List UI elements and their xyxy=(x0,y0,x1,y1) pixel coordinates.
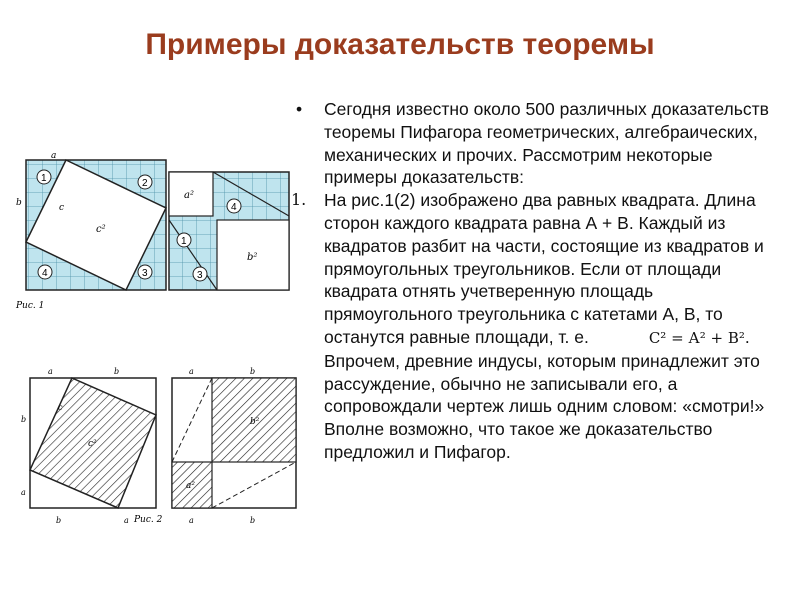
fig2-label-b2: b² xyxy=(250,417,260,427)
fig1-right-num-1: 1 xyxy=(181,236,187,247)
fig2-right-bottom-a: a xyxy=(189,516,194,525)
fig1-num-3: 3 xyxy=(142,268,148,279)
item-text-part2: . Впрочем, древние индусы, которым принадлежит это рассуждение, обычно не записывали его, а сопровождали чертеж лишь одним словом: «смотри!» Вполне возможно, что такое же доказательство предложил и Пифагор. xyxy=(324,326,765,462)
fig2-left-b: b xyxy=(21,415,27,424)
fig1-label-b2: b² xyxy=(247,252,258,263)
bullet-marker: • xyxy=(296,99,303,119)
text-block xyxy=(288,98,778,464)
fig1-right-num-4: 4 xyxy=(231,202,237,213)
fig1-num-1: 1 xyxy=(41,173,47,184)
slide-title: Примеры доказательств теоремы xyxy=(145,28,655,61)
figures-area xyxy=(14,150,304,530)
fig1-num-4: 4 xyxy=(42,268,48,279)
fig2-bottom-b: b xyxy=(56,516,62,525)
fig1-label-b: b xyxy=(16,198,22,208)
fig1-right-num-3: 3 xyxy=(197,270,203,281)
intro-paragraph xyxy=(288,98,778,189)
fig1-left-square xyxy=(16,151,166,290)
fig2-label-a: a xyxy=(48,367,53,376)
fig1-label-a2: a² xyxy=(184,190,194,201)
fig2-right-top-a: a xyxy=(189,367,194,376)
fig1-caption: Рис. 1 xyxy=(16,301,45,311)
fig2-right-bottom-b: b xyxy=(250,516,256,525)
fig2-label-b: b xyxy=(114,367,120,376)
fig1-num-2: 2 xyxy=(142,178,148,189)
intro-text: Сегодня известно около 500 различных доказательств теоремы Пифагора геометрических, алгебраических, механических и прочих. Рассмотрим некоторые примеры доказательств: xyxy=(324,99,769,188)
item-formula: С² = А² + В² xyxy=(648,328,745,347)
fig1-right-square xyxy=(169,172,289,290)
fig2-label-c2: c² xyxy=(88,439,97,449)
fig1-label-c: c xyxy=(59,203,65,213)
item-number: 1. xyxy=(291,190,307,210)
figures-svg xyxy=(14,150,304,530)
fig2-right-square xyxy=(172,367,296,525)
item-paragraph xyxy=(288,189,778,464)
fig2-right-top-b: b xyxy=(250,367,256,376)
fig1-label-a: a xyxy=(51,151,57,161)
fig2-bottom-a: a xyxy=(124,516,129,525)
fig1-label-c2: c² xyxy=(96,224,106,235)
fig2-label-c: c xyxy=(58,403,63,412)
fig2-caption: Рис. 2 xyxy=(134,515,163,525)
fig2-left-a: a xyxy=(21,488,26,497)
fig2-label-a2: a² xyxy=(186,481,195,491)
item-text-part1: На рис.1(2) изображено два равных квадрата. Длина сторон каждого квадрата равна А + В. Каждый из квадратов разбит на части, состоящие из квадратов и прямоугольных треугольников. Если от площади квадрата отнять учетверенную площадь прямоугольного треугольника с катетами А, В, то останутся равные площади, т. е. xyxy=(324,190,764,347)
fig2-left-square xyxy=(21,367,156,525)
